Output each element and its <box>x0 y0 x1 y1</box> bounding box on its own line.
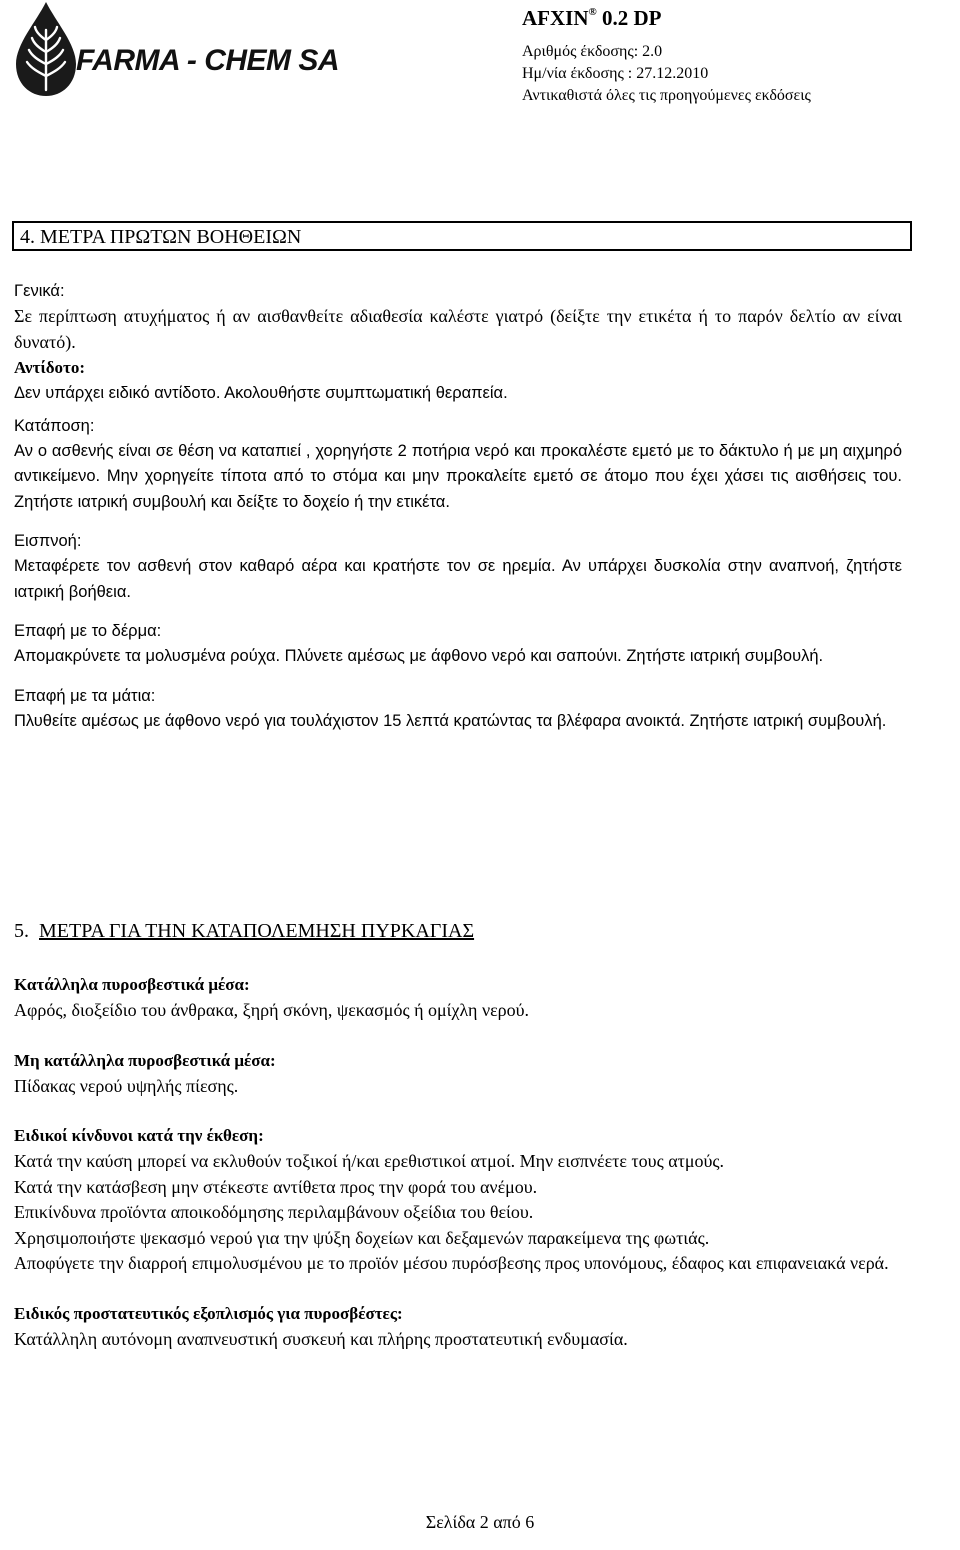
section-4-content <box>14 278 902 734</box>
antidote-text: Δεν υπάρχει ειδικό αντίδοτο. Ακολουθήστε συμπτωματική θεραπεία. <box>14 384 508 402</box>
product-label: AFXIN <box>522 6 589 30</box>
hazards-line-1: Κατά την καύση μπορεί να εκλυθούν τοξικοί ή/και ερεθιστικοί ατμοί. Μην εισπνέετε τους ατμούς. <box>14 1151 725 1171</box>
section-4-header <box>12 221 912 251</box>
unsuitable-heading: Μη κατάλληλα πυροσβεστικά μέσα: <box>14 1050 276 1070</box>
replaces-note: Αντικαθιστά όλες τις προηγούμενες εκδόσεις <box>522 87 811 104</box>
unsuitable-text: Πίδακας νερού υψηλής πίεσης. <box>14 1075 239 1096</box>
registered-mark: ® <box>588 6 597 18</box>
product-name <box>522 6 952 31</box>
equipment-heading: Ειδικός προστατευτικός εξοπλισμός για πυροσβέστες: <box>14 1303 403 1323</box>
inhalation-text: Μεταφέρετε τον ασθενή στον καθαρό αέρα και κρατήστε τον σε ηρεμία. Αν υπάρχει δυσκολία στην αναπνοή, ζητήστε ιατρική βοήθεια. <box>14 557 902 601</box>
ingestion-text: Αν ο ασθενής είναι σε θέση να καταπιεί , χορηγήστε 2 ποτήρια νερό και προκαλέστε εμετό με το δάκτυλο ή με μη αιχμηρό αντικείμενο. Μην χορηγείτε τίποτα από το στόμα και μην προκαλείτε εμετό σε άτομο που έχει χάσει τις αισθήσεις του. Ζητήστε ιατρική συμβουλή και δείξτε το δοχείο ή την ετικέτα. <box>14 441 902 511</box>
ingestion-heading: Κατάποση: <box>14 416 95 435</box>
section-5-number: 5. <box>14 920 29 942</box>
document-meta <box>522 2 952 107</box>
section-5-content <box>14 972 902 1352</box>
inhalation-heading: Εισπνοή: <box>14 532 82 550</box>
eyes-heading: Επαφή με τα μάτια: <box>14 686 156 705</box>
hazards-line-2: Κατά την κατάσβεση μην στέκεστε αντίθετα προς την φορά του ανέμου. <box>14 1176 538 1197</box>
skin-text: Απομακρύνετε τα μολυσμένα ρούχα. Πλύνετε αμέσως με άφθονο νερό και σαπούνι. Ζητήστε ιατρική συμβουλή. <box>14 647 824 665</box>
company-name: FARMA - CHEM SA <box>76 44 340 77</box>
issue-date: Ημ/νία έκδοσης : 27.12.2010 <box>522 65 709 82</box>
product-suffix: 0.2 DP <box>601 6 662 30</box>
suitable-heading: Κατάλληλα πυροσβεστικά μέσα: <box>14 975 250 994</box>
suitable-text: Αφρός, διοξείδιο του άνθρακα, ξηρή σκόνη, ψεκασμός ή ομίχλη νερού. <box>14 1000 530 1020</box>
company-logo <box>14 0 364 100</box>
section-5-title-row <box>14 917 914 945</box>
issue-number: Αριθμός έκδοσης: 2.0 <box>522 43 663 60</box>
hazards-line-4: Χρησιμοποιήστε ψεκασμό νερού για την ψύξη δοχείων και δεξαμενών παρακείμενα της φωτιάς. <box>14 1227 710 1248</box>
section-4-title: 4. ΜΕΤΡΑ ΠΡΩΤΩΝ ΒΟΗΘΕΙΩΝ <box>20 226 302 248</box>
equipment-text: Κατάλληλη αυτόνομη αναπνευστική συσκευή και πλήρης προστατευτική ενδυμασία. <box>14 1328 628 1349</box>
skin-heading: Επαφή με το δέρμα: <box>14 622 162 640</box>
hazards-line-5: Αποφύγετε την διαρροή επιμολυσμένου με το προϊόν μέσου πυρόσβεσης προς υπονόμους, έδαφος και επιφανειακά νερά. <box>14 1253 889 1273</box>
hazards-line-3: Επικίνδυνα προϊόντα αποικοδόμησης περιλαμβάνουν οξείδια του θείου. <box>14 1202 534 1222</box>
page-number: Σελίδα 2 από 6 <box>425 1512 535 1532</box>
section-5-header <box>14 917 914 945</box>
general-text: Σε περίπτωση ατυχήματος ή αν αισθανθείτε αδιαθεσία καλέστε γιατρό (δείξτε την ετικέτα ή το παρόν δελτίο αν είναι δυνατό). <box>14 306 902 352</box>
drop-wheat-icon <box>14 0 78 100</box>
section-5-title: ΜΕΤΡΑ ΓΙΑ ΤΗΝ ΚΑΤΑΠΟΛΕΜΗΣΗ ΠΥΡΚΑΓΙΑΣ <box>39 920 475 942</box>
eyes-text: Πλυθείτε αμέσως με άφθονο νερό για τουλάχιστον 15 λεπτά κρατώντας τα βλέφαρα ανοικτά. Ζητήστε ιατρική συμβουλή. <box>14 711 887 730</box>
general-heading: Γενικά: <box>14 282 65 300</box>
hazards-heading: Ειδικοί κίνδυνοι κατά την έκθεση: <box>14 1126 264 1145</box>
antidote-heading: Αντίδοτο: <box>14 358 86 377</box>
